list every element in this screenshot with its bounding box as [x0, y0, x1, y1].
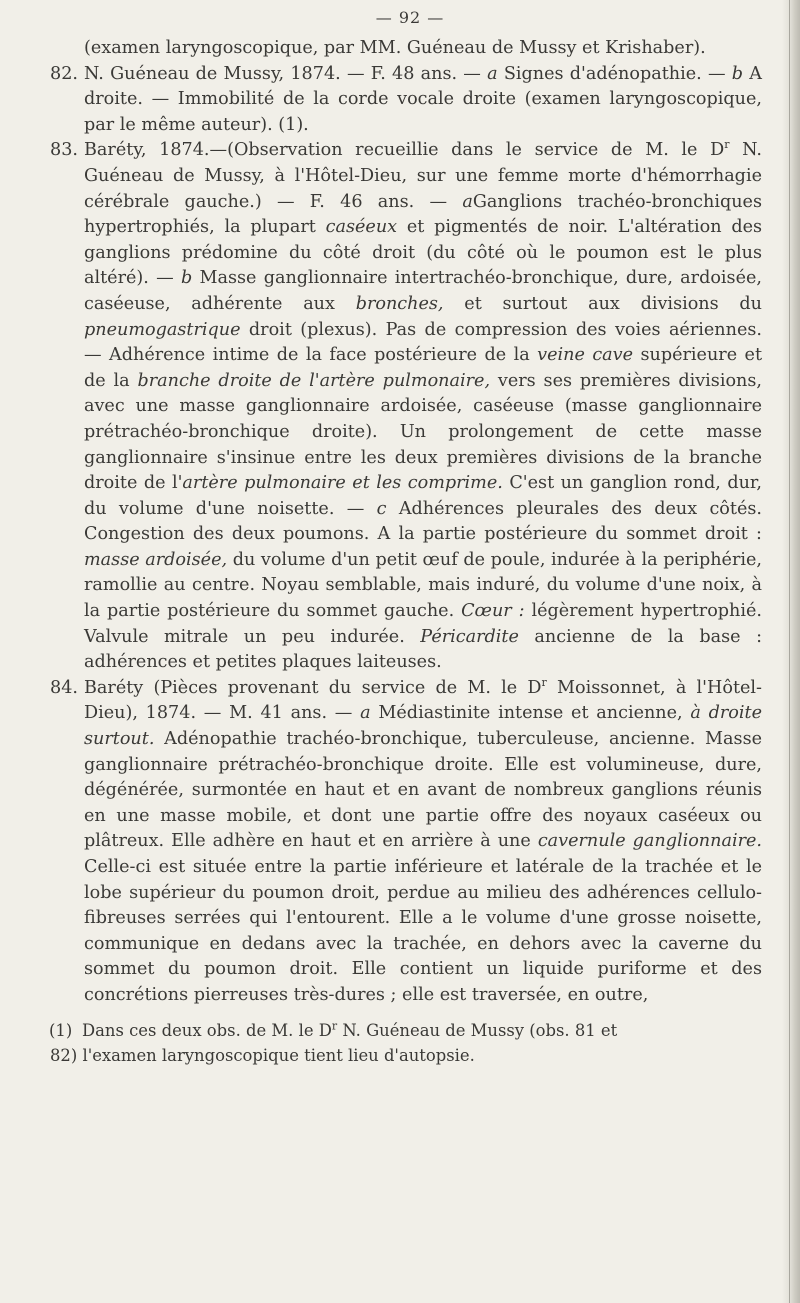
book-page [50, 8, 762, 1068]
entry-italic: à droite surtout. [84, 703, 763, 750]
entry-text: N. Guéneau de Mussy, 1874. — F. 48 ans. — [84, 63, 481, 84]
entry-text: Baréty, 1874.—(Observation recueillie dans le service de M. le D [84, 140, 725, 161]
entry-text: droit (plexus). Pas de compression des voies aériennes. — Adhérence intime de la face postérieure de la [84, 319, 762, 366]
entry-text: Médiastinite intense et ancienne, [378, 703, 683, 724]
entry-text: Masse ganglionnaire intertrachéo-bronchique, dure, ardoisée, caséeuse, adhérente aux [84, 268, 763, 314]
entry-number: 84. [50, 677, 78, 698]
entry-text: et surtout aux divisions du [464, 293, 763, 314]
superscript: r [541, 675, 547, 689]
continuation-text: (examen laryngoscopique, par MM. Guéneau de Mussy et Krishaber). [84, 38, 706, 58]
entry-letter: a [462, 191, 473, 212]
entry-italic: bronches, [355, 293, 444, 314]
entry-text: Moissonnet, à l'Hôtel-Dieu), 1874. — M. 41 ans. — [84, 677, 763, 724]
footnote-line [50, 1043, 762, 1068]
entry-text: A droite. — Immobilité de la corde vocale droite (examen laryngoscopique, par le même auteur). (1). [84, 63, 762, 135]
entry-italic: caséeux [325, 217, 398, 238]
entry-italic: Cœur : [461, 601, 525, 622]
entry-letter: b [731, 63, 744, 84]
footnote-number: (1) [49, 1020, 73, 1040]
page-number: — 92 — [375, 8, 445, 27]
entry-text: Adénopathie trachéo-bronchique, tuberculeuse, ancienne. Masse ganglionnaire prétrachéo-bronchique droite. Elle est volumineuse, dure, dégénérée, surmontée en haut et en avant de nombreux ganglions réunis en une masse mobile, et dont une partie offre des noyaux caséeux ou plâtreux. Elle adhère en haut et en arrière à une [84, 729, 763, 852]
superscript: r [724, 138, 730, 152]
entry-text: ancienne de la base : adhérences et petites plaques laiteuses. [84, 626, 762, 673]
entry-italic: veine cave [537, 345, 634, 366]
entry-letter: a [360, 703, 371, 724]
entry-letter: b [180, 268, 193, 289]
footnote-line [50, 1018, 762, 1043]
entry-text: supérieure et de la [84, 345, 763, 391]
footnote-text: N. Guéneau de Mussy (obs. 81 et [342, 1020, 618, 1040]
entry-text: Ganglions trachéo-bronchiques hypertrophiés, la plupart [84, 191, 762, 238]
entry-text: et pigmentés de noir. L'altération des ganglions prédomine du côté droit (du côté où le poumon est le plus altéré). — [84, 217, 763, 289]
entry-84 [50, 676, 762, 1009]
entry-number: 82. [50, 63, 78, 84]
entry-italic: artère pulmonaire et les comprime. [182, 473, 503, 494]
footnote [50, 1018, 762, 1068]
footnote-text: 82) l'examen laryngoscopique tient lieu d'autopsie. [50, 1045, 475, 1065]
entry-text: Signes d'adénopathie. — [503, 63, 726, 84]
entry-italic: branche droite de l'artère pulmonaire, [137, 370, 491, 391]
page-edge-line [789, 0, 790, 1303]
entry-letter: c [376, 498, 387, 519]
footnote-text: Dans ces deux obs. de M. le D [82, 1020, 332, 1040]
entry-text: Celle-ci est située entre la partie inférieure et latérale de la trachée et le lobe supérieur du poumon droit, perdue au milieu des adhérences cellulo-fibreuses serrées qui l'entourent. Elle a le volume d'une grosse noisette, communique en dedans avec la trachée, en dehors avec la caverne du sommet du poumon droit. Elle contient un liquide puriforme et des concrétions pierreuses très-dures ; elle est traversée, en outre, [84, 857, 762, 1005]
entry-letter: a [487, 63, 498, 84]
entry-text: N. Guéneau de Mussy, à l'Hôtel-Dieu, sur une femme morte d'hémorrhagie cérébrale gauche.) — F. 46 ans. — [84, 140, 762, 212]
entry-italic: pneumogastrique [84, 319, 241, 340]
entry-83 [50, 138, 762, 675]
entry-text: vers ses premières divisions, avec une masse ganglionnaire ardoisée, caséeuse (masse ganglionnaire prétrachéo-bronchique droite). Un prolongement de cette masse ganglionnaire s'insinue entre les deux premières divisions de la branche droite de l' [84, 370, 763, 494]
entry-number: 83. [50, 140, 78, 161]
entry-text: légèrement hypertrophié. Valvule mitrale un peu indurée. [84, 601, 763, 647]
entry-text: C'est un ganglion rond, dur, du volume d'une noisette. — [84, 473, 763, 519]
entry-italic: cavernule ganglionnaire. [537, 831, 762, 852]
entry-italic: Péricardite [420, 626, 519, 647]
page-edge [782, 0, 800, 1303]
superscript: r [331, 1019, 338, 1033]
entry-text: Adhérences pleurales des deux côtés. Congestion des deux poumons. A la partie postérieure du sommet droit : [84, 498, 762, 545]
entry-text: Baréty (Pièces provenant du service de M. le D [84, 677, 542, 698]
entry-italic: masse ardoisée, [84, 549, 228, 570]
entry-82 [50, 62, 762, 139]
entry-text: du volume d'un petit œuf de poule, indurée à la periphérie, ramollie au centre. Noyau semblable, mais induré, du volume d'une noix, à la partie postérieure du sommet gauche. [84, 549, 763, 622]
